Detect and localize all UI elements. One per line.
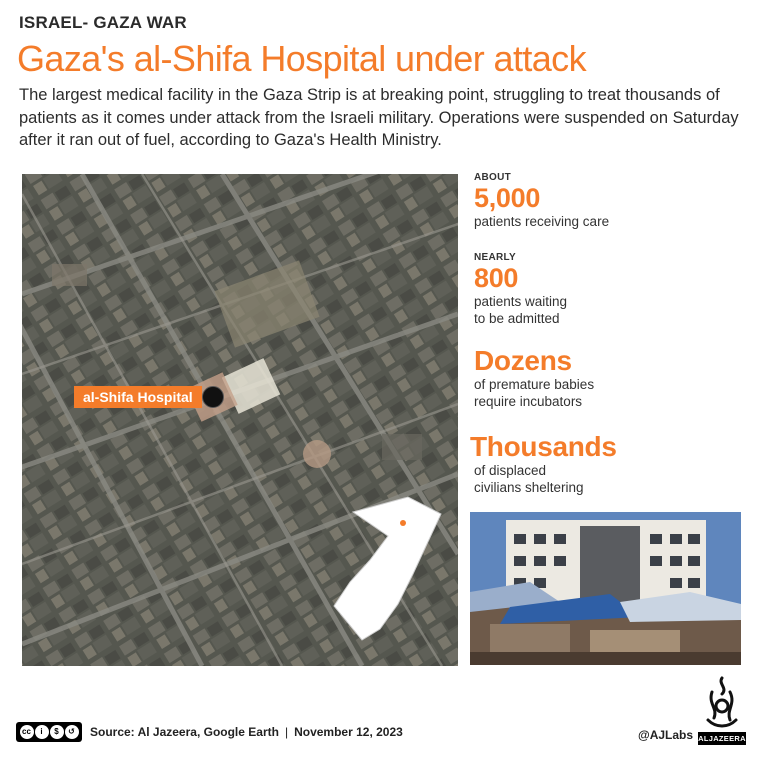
subtitle: The largest medical facility in the Gaza Strip is at breaking point, struggling to treat thousands of patients as it comes under attack from the Israeli military. Operations were suspended on Saturday after it ran out of fuel, according to Gaza's Health Ministry. [19,86,739,149]
stat-desc-2: require incubators [474,394,583,409]
stat-patients-waiting [474,252,567,327]
stat-prefix: NEARLY [474,252,516,263]
stat-desc: patients receiving care [474,214,610,229]
stat-prefix: ABOUT [474,172,512,183]
ajlabs-handle: @AJLabs [638,728,694,742]
stat-desc-2: civilians sheltering [474,480,584,495]
stat-value: Thousands [470,431,617,462]
satellite-image [22,174,458,666]
stat-value: 800 [474,263,519,293]
stat-desc: of premature babies [474,377,595,392]
footer [0,716,762,759]
source-line [90,725,403,739]
aljazeera-logo-icon [698,674,746,736]
stat-patients-care [474,172,609,230]
satellite-map [22,174,458,666]
sa-icon: ↺ [65,725,79,739]
stat-value: 5,000 [474,183,541,213]
stat-displaced-civilians [470,432,617,496]
stat-desc-2: to be admitted [474,311,560,326]
location-pin-icon [202,386,224,408]
stat-value: Dozens [474,345,572,376]
nc-icon: $ [50,725,64,739]
creative-commons-badge [16,722,82,742]
aljazeera-wordmark: ALJAZEERA [698,734,746,743]
separator: | [284,725,289,739]
date-text: November 12, 2023 [294,725,403,739]
stat-desc: of displaced [474,463,547,478]
hospital-photo [470,512,741,665]
stat-desc: patients waiting [474,294,568,309]
stat-premature-babies [474,346,594,410]
cc-icon: cc [20,725,34,739]
hospital-photo-image [470,512,741,665]
inset-location-marker [400,520,406,526]
page-title: Gaza's al-Shifa Hospital under attack [17,38,586,79]
kicker: ISRAEL- GAZA WAR [19,13,187,32]
source-text: Source: Al Jazeera, Google Earth [90,725,279,739]
hospital-callout: al-Shifa Hospital [74,386,202,408]
by-icon: i [35,725,49,739]
